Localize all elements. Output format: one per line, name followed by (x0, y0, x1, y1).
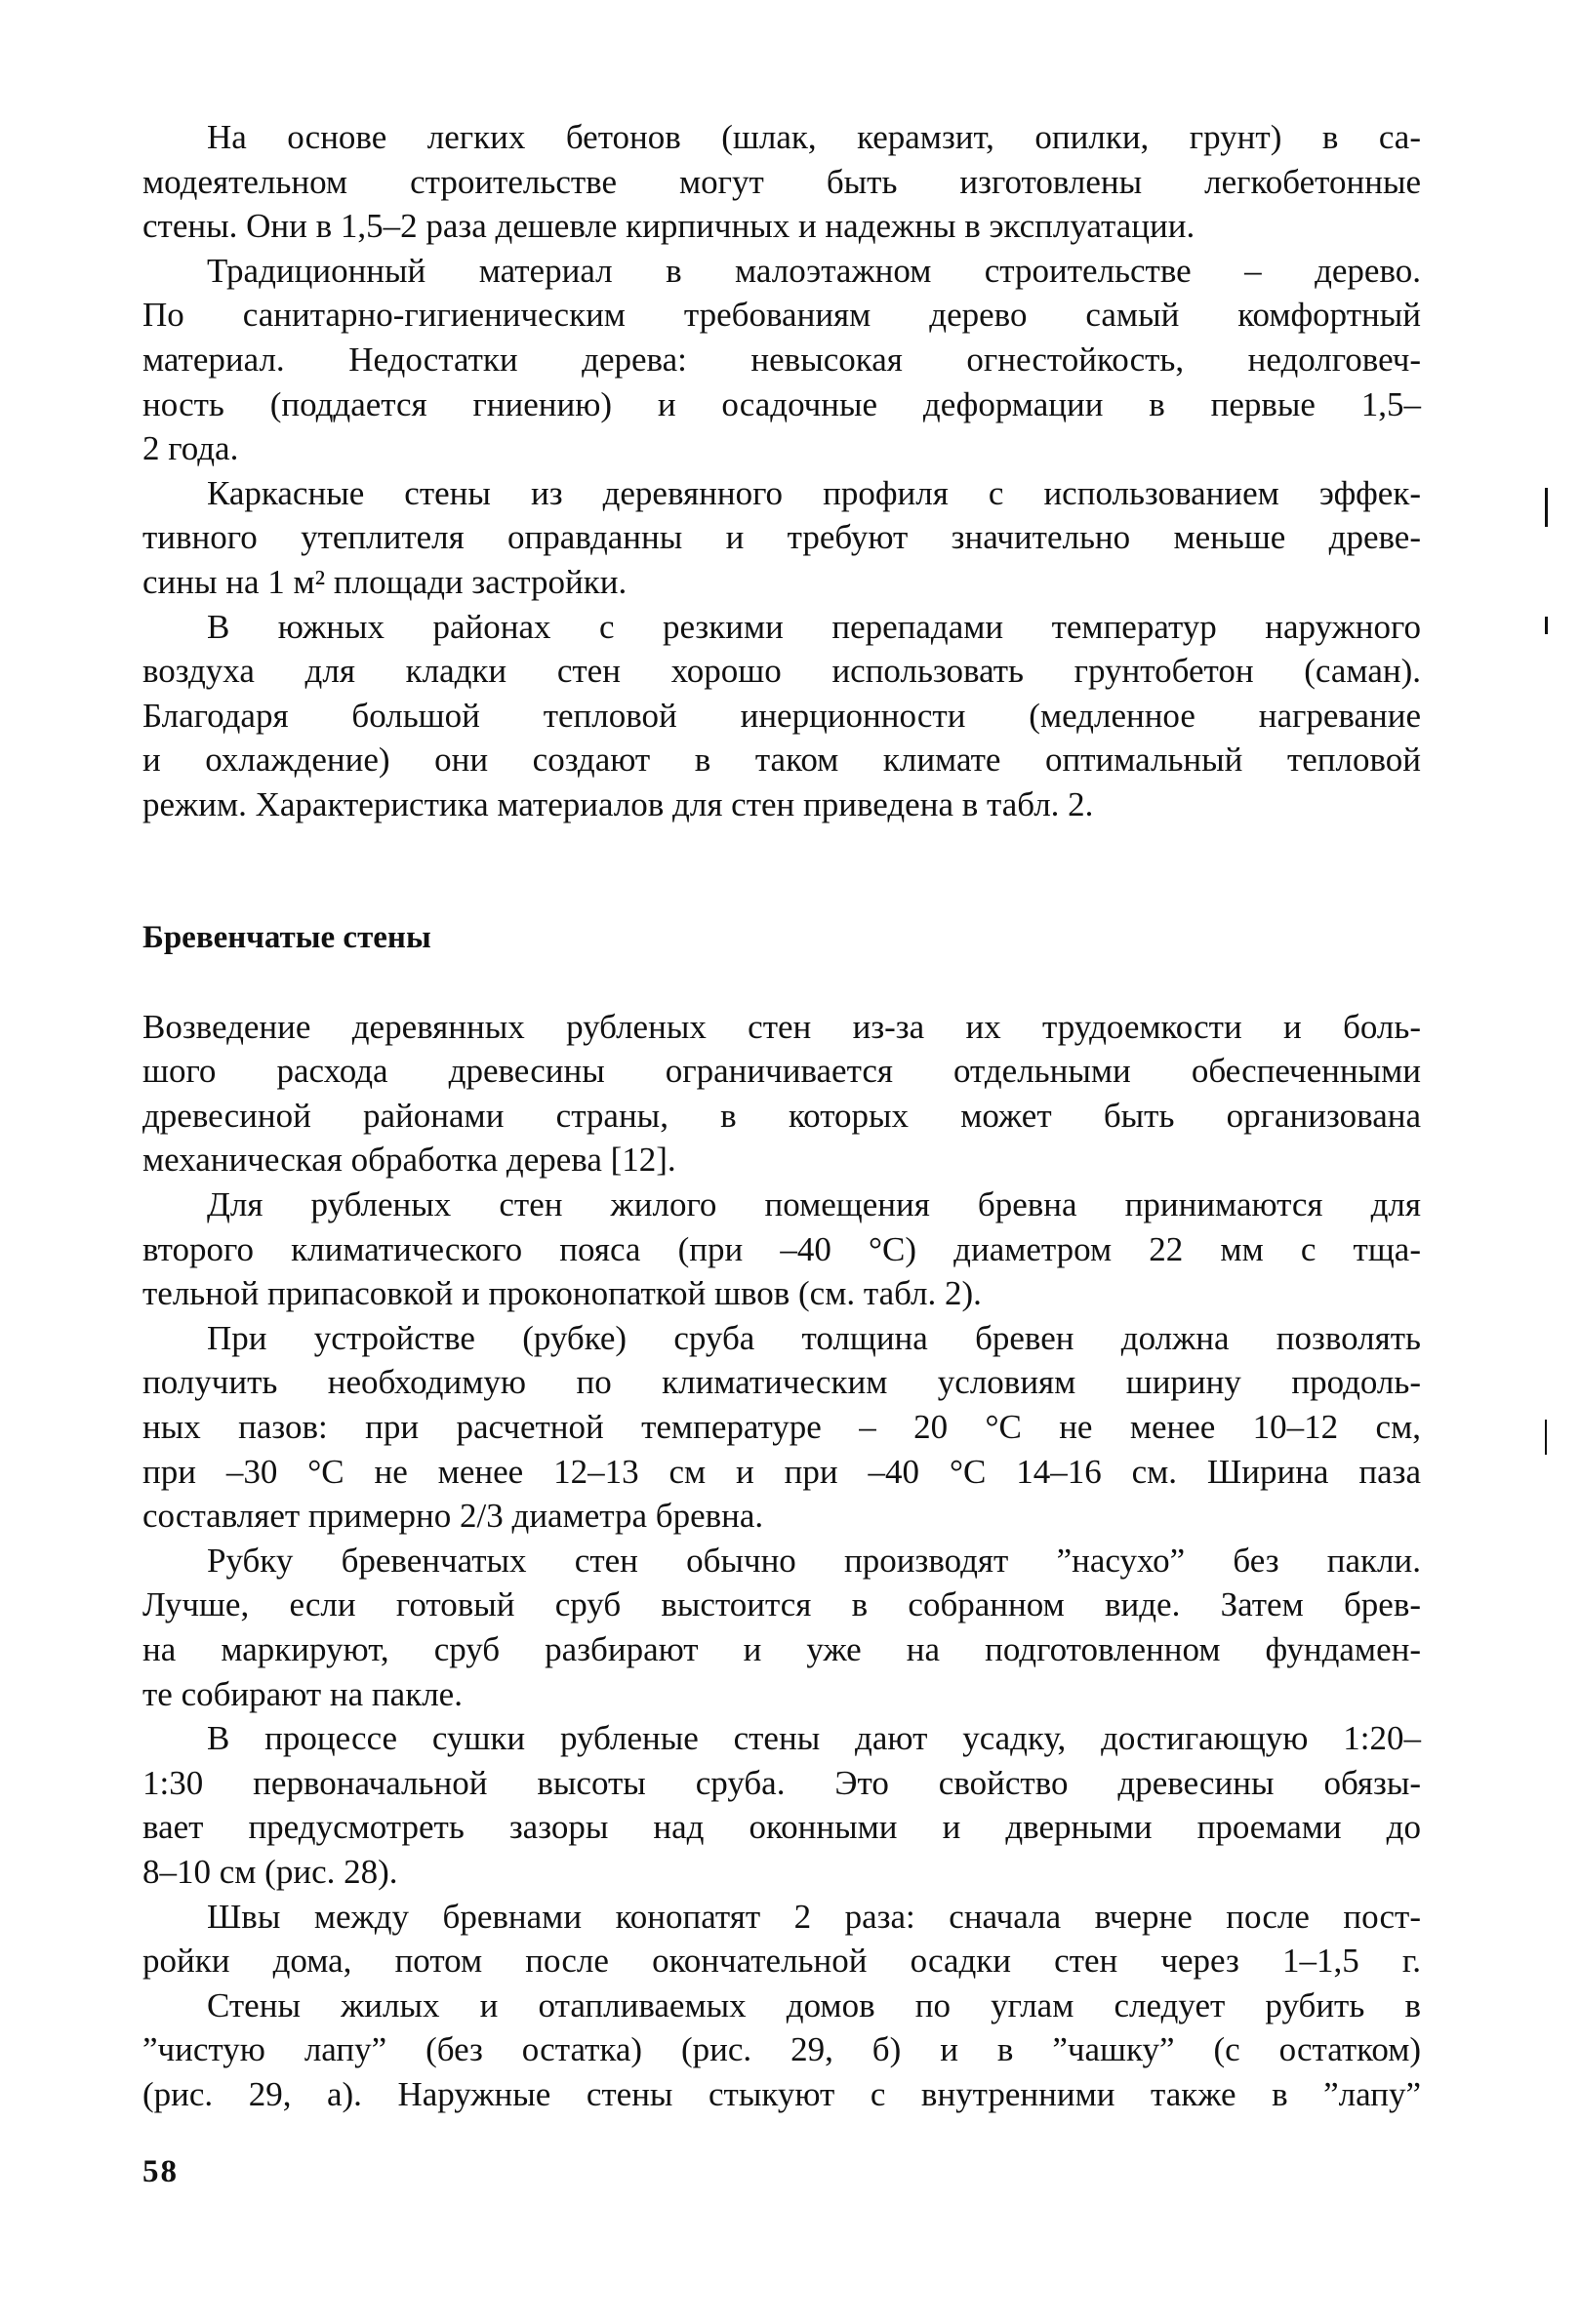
text-line: шого расхода древесины ограничивается отдельными обеспеченными (142, 1052, 1421, 1091)
text-line: при –30 °С не менее 12–13 см и при –40 °С 14–16 см. Ширина паза (142, 1452, 1421, 1491)
text-line: тельной припасовкой и проконопаткой швов (см. табл. 2). (142, 1274, 982, 1313)
text-line: 8–10 см (рис. 28). (142, 1852, 398, 1891)
text-line: По санитарно-гигиеническим требованиям дерево самый комфортный (142, 296, 1421, 335)
spacer (142, 960, 1421, 1005)
text-line: Традиционный материал в малоэтажном строительстве – дерево. (207, 251, 1421, 290)
text-line: ройки дома, потом после окончательной осадки стен через 1–1,5 г. (142, 1942, 1421, 1981)
text-line: стены. Они в 1,5–2 раза дешевле кирпичных и надежны в эксплуатации. (142, 207, 1195, 246)
text-line: Для рубленых стен жилого помещения бревна принимаются для (207, 1185, 1421, 1224)
section-log-walls (142, 1005, 1421, 2117)
text-line: сины на 1 м² площади застройки. (142, 562, 628, 601)
scan-margin-mark (1545, 1420, 1547, 1455)
text-line: механическая обработка дерева [12]. (142, 1141, 676, 1180)
text-line: Возведение деревянных рубленых стен из-за их трудоемкости и боль- (142, 1007, 1421, 1046)
text-line: режим. Характеристика материалов для стен приведена в табл. 2. (142, 784, 1094, 823)
scan-margin-mark (1545, 617, 1548, 634)
text-line: материал. Недостатки дерева: невысокая огнестойкость, недолговеч- (142, 340, 1421, 379)
text-line: В южных районах с резкими перепадами температур наружного (207, 607, 1421, 646)
text-line: тивного утеплителя оправданны и требуют значительно меньше древе- (142, 518, 1421, 557)
text-line: и охлаждение) они создают в таком климате оптимальный тепловой (142, 741, 1421, 780)
text-line: При устройстве (рубке) сруба толщина бревен должна позволять (207, 1318, 1421, 1357)
text-line: на маркируют, сруб разбирают и уже на подготовленном фундамен- (142, 1630, 1421, 1668)
scan-margin-mark (1545, 488, 1548, 527)
text-line: вает предусмотреть зазоры над оконными и дверными проемами до (142, 1808, 1421, 1847)
text-line: древесиной районами страны, в которых может быть организована (142, 1096, 1421, 1135)
text-line: В процессе сушки рубленые стены дают усадку, достигающую 1:20– (207, 1719, 1421, 1758)
page-body (142, 115, 1421, 2117)
text-line: Стены жилых и отапливаемых домов по углам следует рубить в (207, 1985, 1421, 2024)
text-line: ных пазов: при расчетной температуре – 20 °С не менее 10–12 см, (142, 1408, 1421, 1447)
text-line: модеятельном строительстве могут быть изготовлены легкобетонные (142, 162, 1421, 201)
text-line: получить необходимую по климатическим условиям ширину продоль- (142, 1363, 1421, 1402)
text-line: На основе легких бетонов (шлак, керамзит, опилки, грунт) в са- (207, 118, 1421, 156)
text-line: 2 года. (142, 429, 239, 468)
text-line: Благодаря большой тепловой инерционности (медленное нагревание (142, 696, 1421, 735)
text-line: 1:30 первоначальной высоты сруба. Это свойство древесины обязы- (142, 1763, 1421, 1802)
spacer (142, 827, 1421, 916)
text-line: Рубку бревенчатых стен обычно производят ”насухо” без пакли. (207, 1541, 1421, 1580)
text-line: Швы между бревнами конопатят 2 раза: сначала вчерне после пост- (207, 1897, 1421, 1936)
section-intro (142, 115, 1421, 827)
text-line: ”чистую лапу” (без остатка) (рис. 29, б) и в ”чашку” (с остатком) (142, 2030, 1421, 2069)
section-heading: Бревенчатые стены (142, 919, 431, 955)
text-line: Лучше, если готовый сруб выстоится в собранном виде. Затем брев- (142, 1585, 1421, 1624)
text-line: Каркасные стены из деревянного профиля с использованием эффек- (207, 473, 1421, 512)
page-number: 58 (142, 2154, 179, 2189)
text-line: составляет примерно 2/3 диаметра бревна. (142, 1497, 764, 1536)
text-line: второго климатического пояса (при –40 °С) диаметром 22 мм с тща- (142, 1229, 1421, 1268)
text-line: те собирают на пакле. (142, 1674, 463, 1713)
text-line: воздуха для кладки стен хорошо использовать грунтобетон (саман). (142, 652, 1421, 691)
text-line: (рис. 29, а). Наружные стены стыкуют с внутренними также в ”лапу” (142, 2074, 1421, 2113)
text-line: ность (поддается гниению) и осадочные деформации в первые 1,5– (142, 384, 1421, 423)
